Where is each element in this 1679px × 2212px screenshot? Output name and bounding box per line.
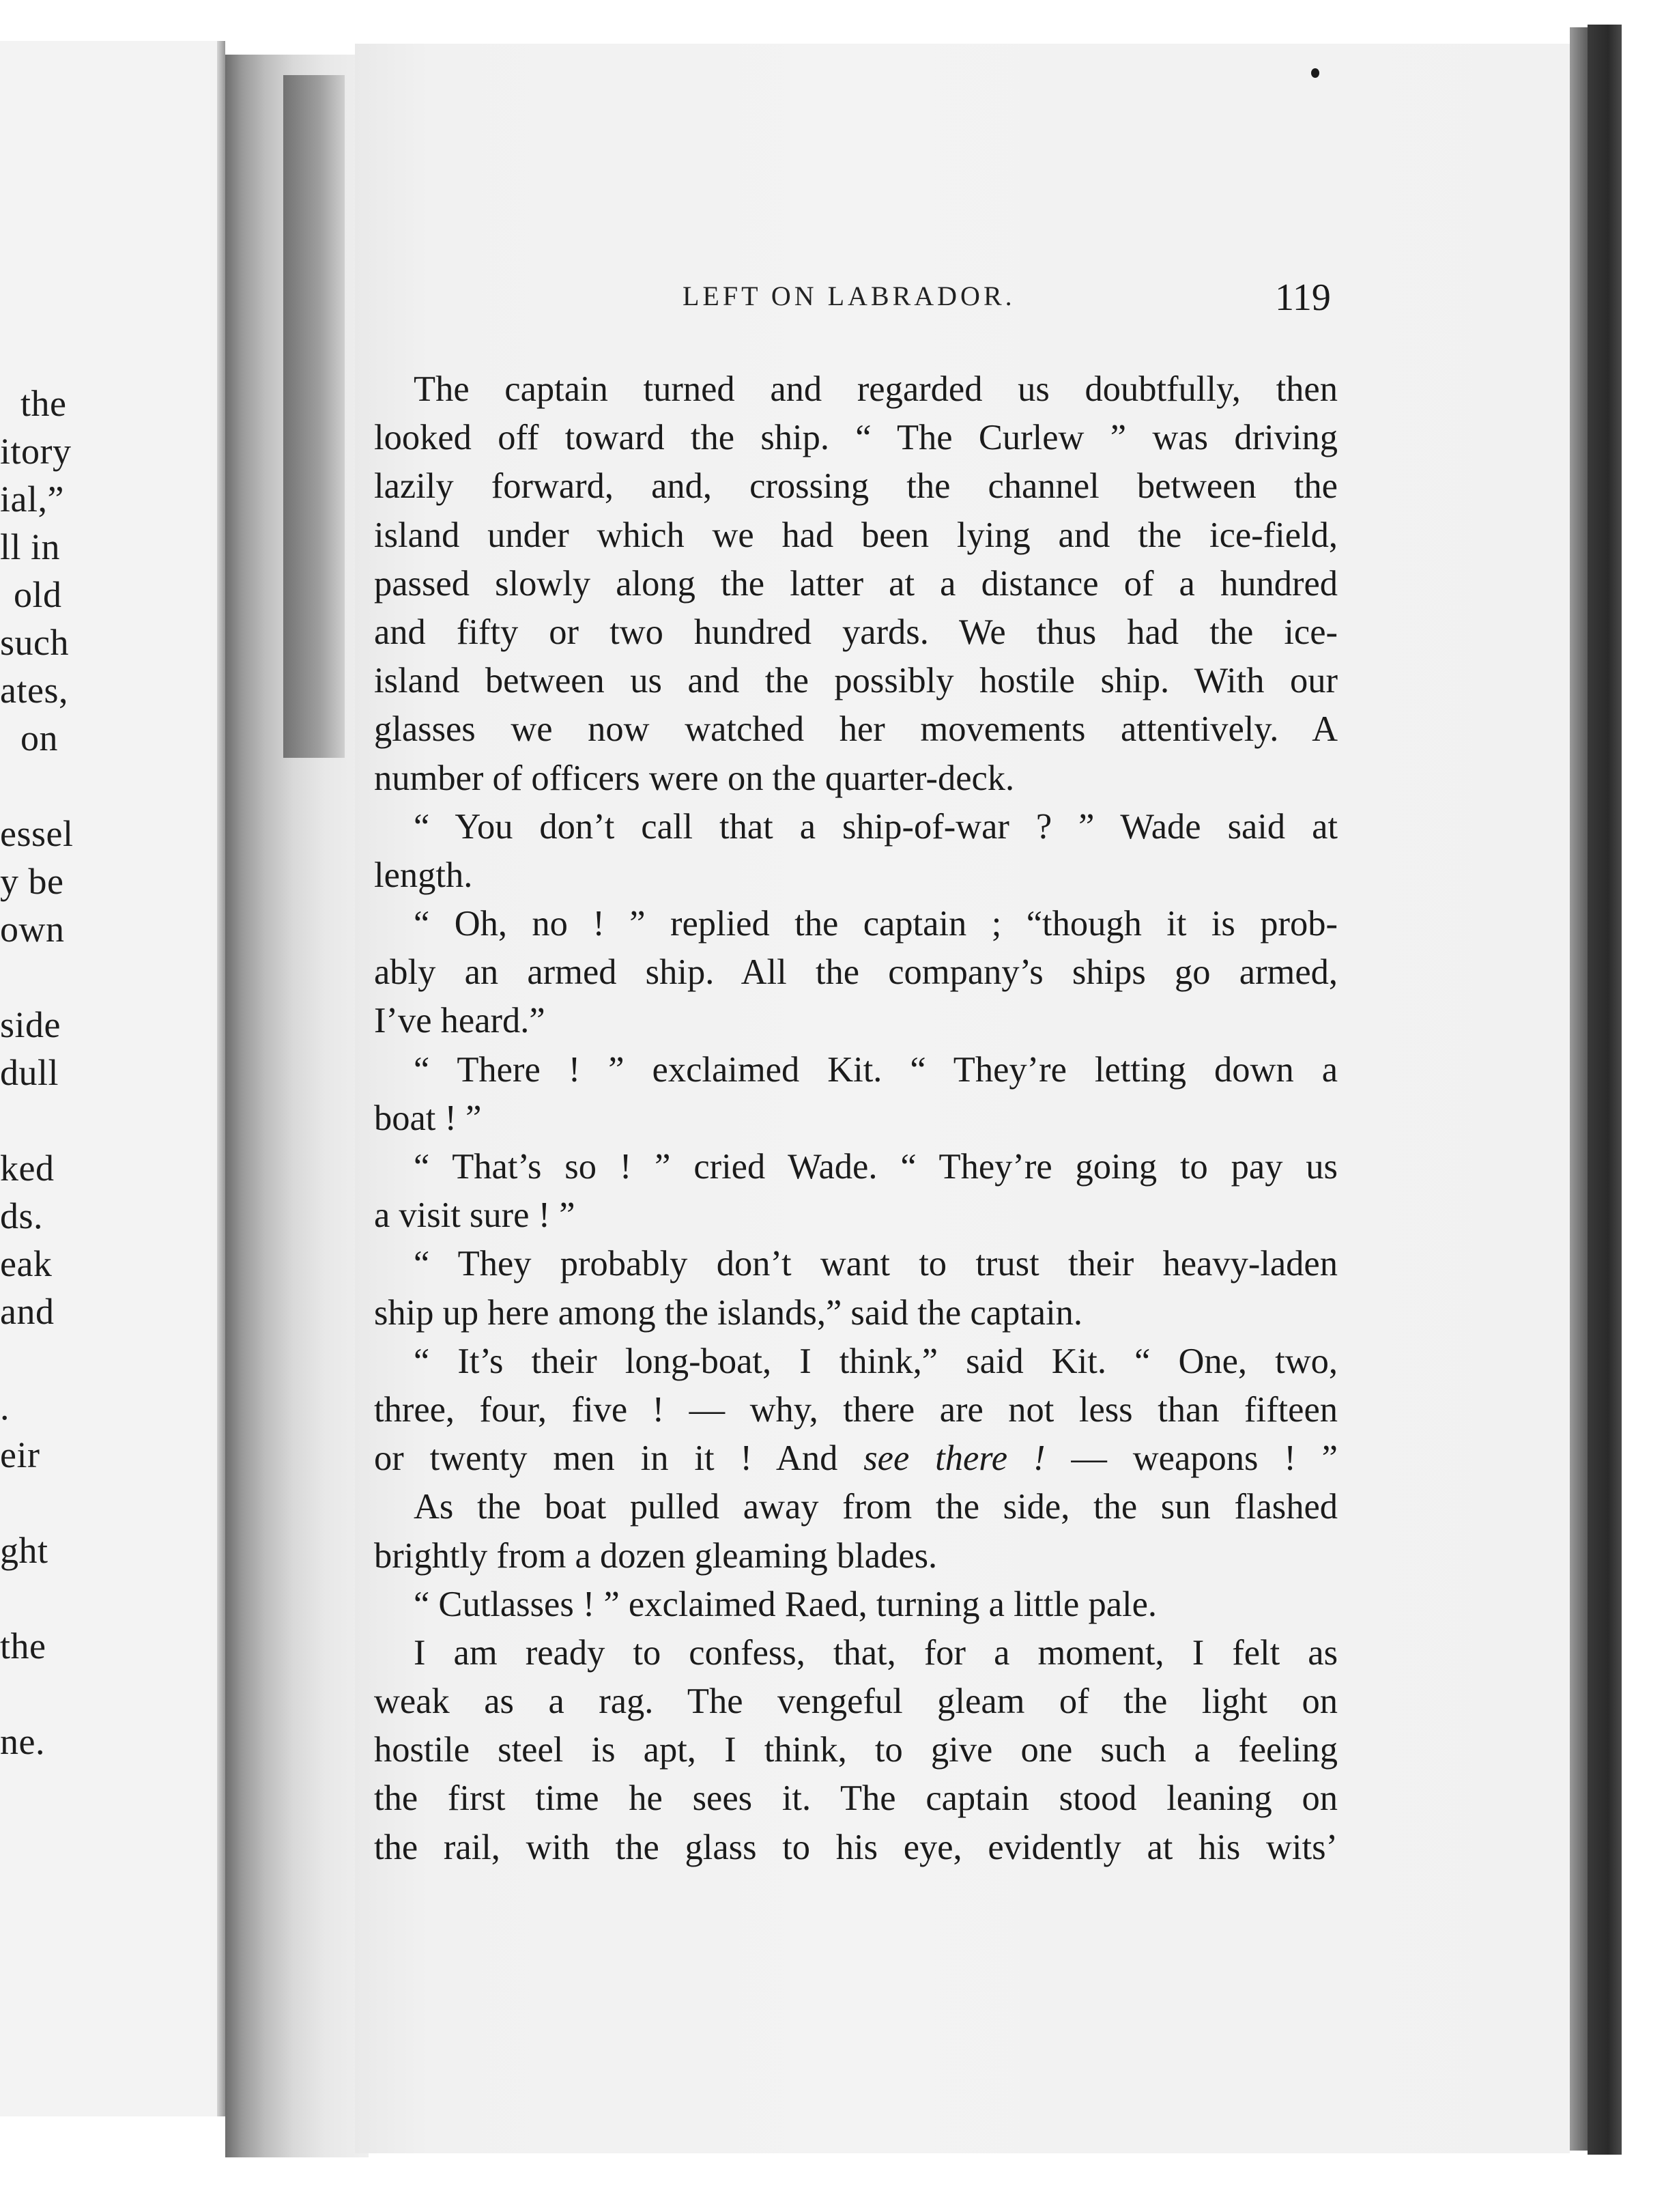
body-text: [374, 365, 1338, 1872]
previous-page-word: essel: [0, 813, 74, 854]
text-line: number of officers were on the quarter-deck.: [374, 758, 1015, 798]
text-line: a visit sure ! ”: [374, 1195, 575, 1236]
page-edge: [1570, 27, 1588, 2151]
text-line: ship up here among the islands,” said the captain.: [374, 1292, 1083, 1333]
previous-page-word: y be: [0, 861, 64, 902]
previous-page-word: the: [20, 383, 67, 424]
previous-page-word: itory: [0, 431, 72, 472]
previous-page-word: ll in: [0, 526, 61, 567]
previous-page-fragment: [0, 41, 225, 2116]
text-line: boat ! ”: [374, 1098, 482, 1138]
previous-page-word: the: [0, 1626, 46, 1667]
text-line: length.: [374, 855, 473, 895]
text-line: “ You don’t call that a ship-of-war ? ” Wade said at: [414, 806, 1338, 847]
text-line: “ Cutlasses ! ” exclaimed Raed, turning a little pale.: [414, 1584, 1158, 1624]
text-line: brightly from a dozen gleaming blades.: [374, 1535, 938, 1576]
text-line: and fifty or two hundred yards. We thus had the ice-: [374, 612, 1338, 652]
text-line: “ It’s their long-boat, I think,” said Kit. “ One, two,: [414, 1341, 1338, 1381]
previous-page-word: ds.: [0, 1195, 44, 1236]
text-line: lazily forward, and, crossing the channel between the: [374, 466, 1338, 507]
text-line: passed slowly along the latter at a distance of a hundred: [374, 563, 1338, 604]
text-line: I’ve heard.”: [374, 1001, 545, 1041]
previous-page-word: ked: [0, 1148, 55, 1189]
text-line: looked off toward the ship. “ The Curlew ” was driving: [374, 418, 1338, 458]
text-line: island between us and the possibly hostile ship. With our: [374, 661, 1338, 701]
previous-page-word: .: [0, 1387, 10, 1428]
previous-page-word: ates,: [0, 670, 68, 711]
previous-page-word: eak: [0, 1243, 53, 1284]
previous-page-word: on: [20, 718, 58, 758]
previous-page-word: ial,”: [0, 479, 64, 520]
text-line: I am ready to confess, that, for a moment, I felt as: [414, 1632, 1338, 1673]
text-line: “ That’s so ! ” cried Wade. “ They’re going to pay us: [414, 1147, 1338, 1187]
previous-page-word: such: [0, 622, 69, 663]
previous-page-word: dull: [0, 1052, 59, 1093]
gutter-shadow: [283, 75, 345, 758]
text-line: weak as a rag. The vengeful gleam of the light on: [374, 1682, 1338, 1722]
scan-margin: [1622, 25, 1679, 2212]
previous-page-text: [0, 41, 225, 2116]
previous-page-word: own: [0, 909, 65, 950]
text-segment: — weapons ! ”: [1045, 1438, 1338, 1479]
text-line: The captain turned and regarded us doubtfully, then: [414, 369, 1338, 409]
previous-page-word: ght: [0, 1530, 48, 1571]
text-line: the first time he sees it. The captain stood leaning on: [374, 1778, 1338, 1819]
previous-page-word: old: [14, 574, 62, 615]
previous-page-word: and: [0, 1291, 55, 1332]
ink-speck: [1311, 68, 1319, 78]
italic-phrase: see there !: [863, 1438, 1046, 1479]
previous-page-word: ne.: [0, 1721, 45, 1762]
text-line: hostile steel is apt, I think, to give one such a feeling: [374, 1730, 1338, 1770]
text-line: three, four, five ! — why, there are not less than fifteen: [374, 1389, 1338, 1430]
text-line: ably an armed ship. All the company’s ships go armed,: [374, 952, 1338, 993]
text-line: the rail, with the glass to his eye, evidently at his wits’: [374, 1827, 1338, 1867]
running-header: LEFT ON LABRADOR.: [683, 281, 1016, 311]
text-line: “ Oh, no ! ” replied the captain ; “though it is prob-: [414, 904, 1338, 944]
previous-page-edge: [217, 41, 225, 2116]
text-line: As the boat pulled away from the side, the sun flashed: [414, 1487, 1338, 1527]
book-cover-edge: [1588, 25, 1622, 2155]
text-line: “ There ! ” exclaimed Kit. “ They’re letting down a: [414, 1049, 1338, 1090]
text-line: [374, 1434, 1338, 1483]
previous-page-word: side: [0, 1004, 61, 1045]
text-segment: or twenty men in it ! And: [374, 1438, 864, 1479]
previous-page-word: eir: [0, 1434, 40, 1475]
page-number: 119: [1275, 276, 1331, 319]
text-line: island under which we had been lying and the ice-field,: [374, 515, 1338, 555]
text-line: glasses we now watched her movements attentively. A: [374, 709, 1338, 750]
text-line: “ They probably don’t want to trust their heavy-laden: [414, 1244, 1338, 1284]
